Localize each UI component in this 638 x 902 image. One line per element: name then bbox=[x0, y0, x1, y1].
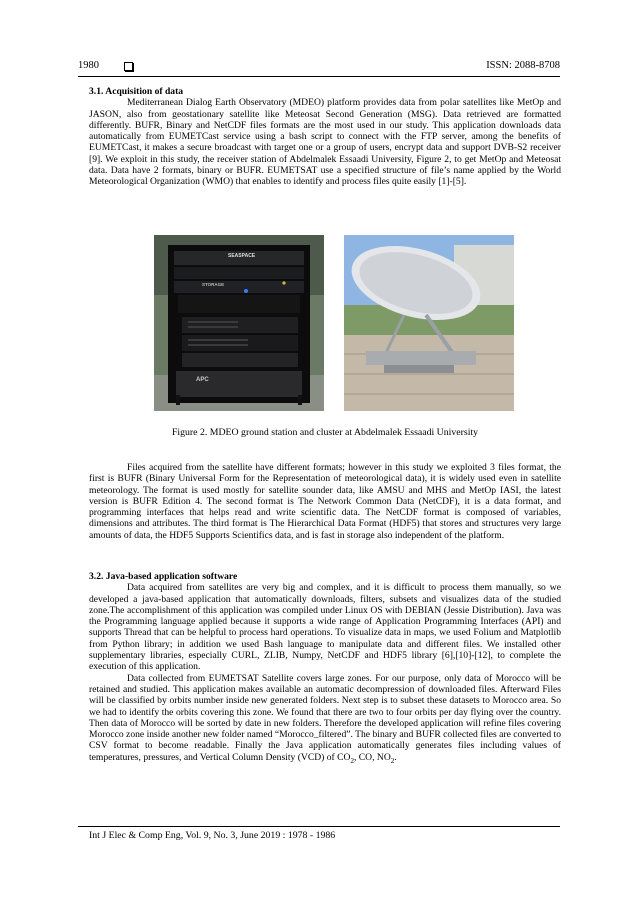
ups-label: APC bbox=[196, 377, 209, 383]
subscript: 2 bbox=[350, 756, 354, 765]
journal-citation: Int J Elec & Comp Eng, Vol. 9, No. 3, June 2019 : 1978 - 1986 bbox=[89, 830, 336, 841]
paragraph bbox=[89, 673, 561, 767]
footer-rule bbox=[78, 826, 560, 827]
subscript: 2 bbox=[390, 756, 395, 765]
storage-label: STORAGE bbox=[202, 282, 225, 287]
satellite-dish-photo bbox=[344, 235, 514, 411]
figure-caption: Figure 2. MDEO ground station and cluster at Abdelmalek Essaadi University bbox=[171, 427, 479, 438]
paragraph-text: Data collected from EUMETSAT Satellite covers large zones. For our purpose, only data of Morocco will be retained and studied. This application makes available an automatic decompression of downloaded files. Afterward Files will be classified by orbits number inside new generated folders. Next step is to subset these datasets to Morocco area. So we had to identify the orbits covering this zone. We found that there are two to four orbits per day flying over the country. Then data of Morocco will be sorted by date in new folders. Therefore the developed application will refine files covering Morocco zone inside another new folder named “Morocco_filtered”. The binary and BUFR collected files are converted to CSV format to become readable. Finally the Java application automatically generates files including values of temperatures, pressures, and Vertical Column Density (VCD) of CO bbox=[89, 672, 561, 763]
server-rack-photo bbox=[154, 235, 324, 411]
paragraph: Data acquired from satellites are very big and complex, and it is difficult to process them manually, so we developed a java-based application that automatically downloads, filters, subsets and visualizes data of the studied zone.The accomplishment of this application was compiled under Linux OS with DEBIAN (Jessie Distribution). Java was the Programming language applied because it supports a wide range of Application Programming Interfaces (API) and supports Thread that can be helpful to process hard operations. To visualize data in maps, we used Folium and Matplotlib from Python library; in addition we used Bash language to manipulate data and different files. We installed other supplementary libraries, especially CURL, ZLIB, Numpy, NetCDF and HDF5 library [6],[10]-[12], to complete the execution of this application. bbox=[89, 582, 561, 673]
running-header bbox=[78, 58, 560, 76]
brand-label: SEASPACE bbox=[228, 253, 256, 259]
section-acquisition bbox=[89, 86, 561, 188]
paragraph: Mediterranean Dialog Earth Observatory (MDEO) platform provides data from polar satellites like MetOp and JASON, also from geostationary satellite like Meteosat Second Generation (MSG). Data retrieved are formatted differently. BUFR, Binary and NetCDF files formats are the most used in our study. This application downloads data automatically from EUMETCast service using a bash script to connect with the FTP server, among the benefits of EUMETCast, it makes a secure broadcast with target one or a group of users, encrypt data and support DVB-S2 receiver [9]. We exploit in this study, the receiver station of Abdelmalek Essaadi University, Figure 2, to get MetOp and Meteosat data. Data have 2 formats, binary or BUFR. EUMETSAT use a specified structure of file’s name applied by the World Meteorological Organization (WMO) that enables to identify and process files quite easily [1]-[5]. bbox=[89, 97, 561, 188]
paragraph: Files acquired from the satellite have different formats; however in this study we exploited 3 files format, the first is BUFR (Binary Universal Form for the Representation of meteorological data), it is widely used even in satellite meteorology. The format is used mostly for satellite sounder data, like AMSU and MHS and MetOp IASI, the latest version is BUFR Edition 4. The second format is The Network Common Data (NetCDF), it is a data format, and programming interfaces that helps read and write scientific data. The NetCDF format is composed of variables, dimensions and attributes. The third format is The Hierarchical Data Format (HDF5) that stores and structures very large amounts of data, the HDF5 Supports Scientifics data, and is fast in storage also independent of the platform. bbox=[89, 462, 561, 541]
section-java-application bbox=[89, 571, 561, 767]
page-number: 1980 bbox=[78, 60, 99, 71]
checkbox-icon bbox=[124, 62, 133, 71]
section-title: 3.2. Java-based application software bbox=[89, 571, 238, 582]
paragraph-text: , CO, NO bbox=[353, 751, 391, 763]
section-title: 3.1. Acquisition of data bbox=[89, 86, 184, 97]
paragraph-text: . bbox=[394, 751, 397, 763]
issn: ISSN: 2088-8708 bbox=[486, 60, 560, 71]
file-formats-section bbox=[89, 462, 561, 541]
header-rule bbox=[78, 76, 560, 77]
